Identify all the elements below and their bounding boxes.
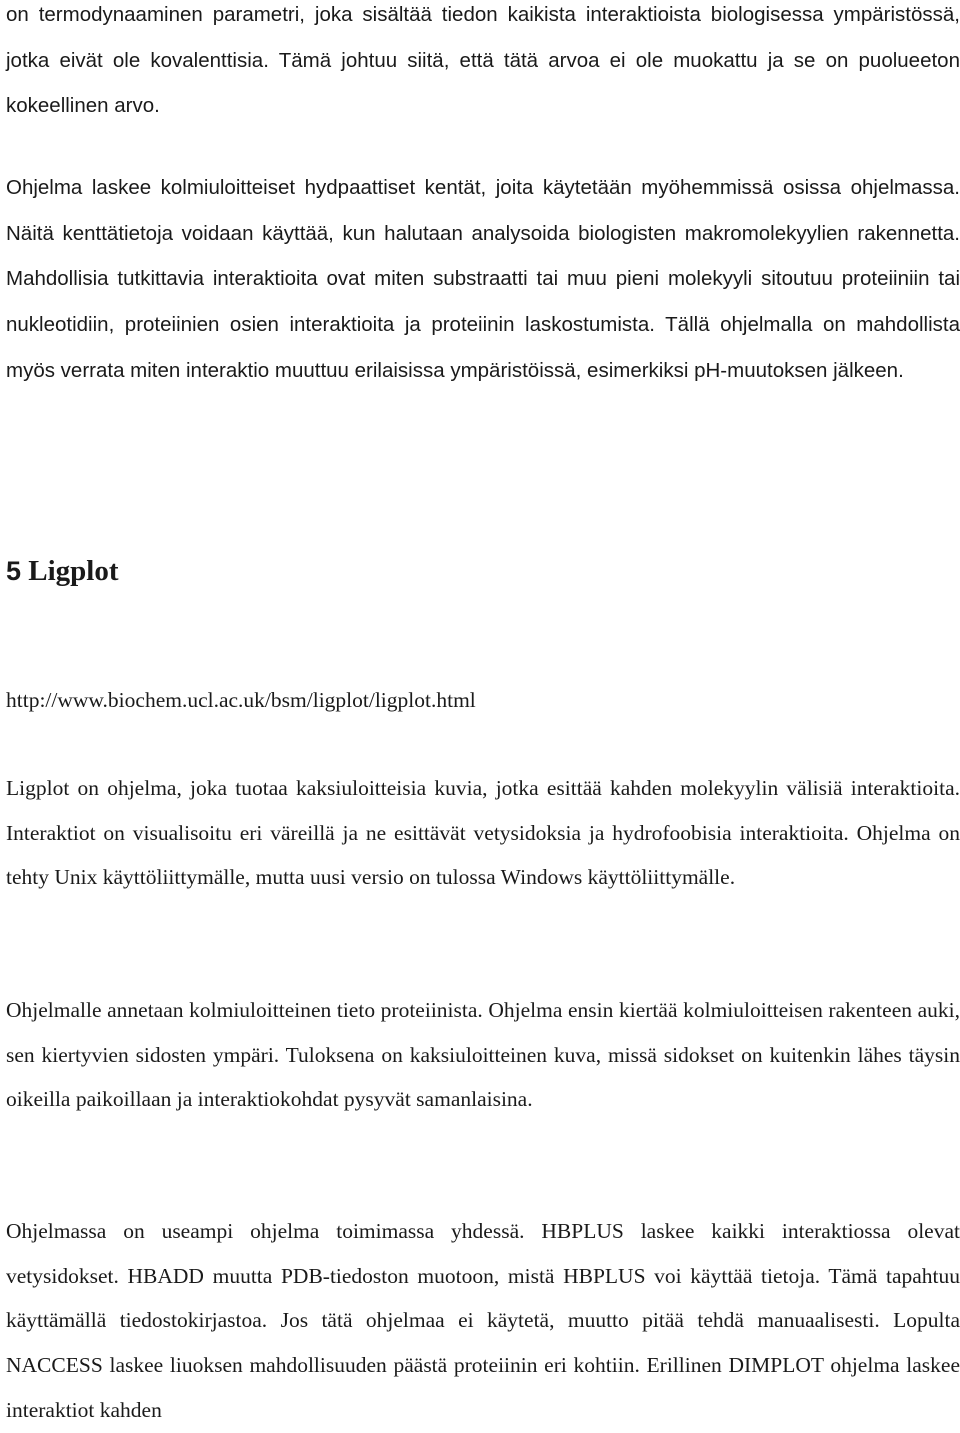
section-number: 5 [6, 556, 22, 586]
paragraph-sentence: Ohjelma laskee kolmiuloitteiset hydpaattiset kentät, joita käytetään myöhemmissä osissa ohjelmassa. [6, 176, 960, 199]
section-url: http://www.biochem.ucl.ac.uk/bsm/ligplot/ligplot.html [6, 688, 476, 712]
paragraph-ligplot-description: Ligplot on ohjelma, joka tuotaa kaksiuloitteisia kuvia, jotka esittää kahden molekyylin välisiä interaktioita. Interaktiot on visualisoitu eri väreillä ja ne esittävät vetysidoksia ja hydrofoobisia interaktioita. Ohjelma on tehty Unix käyttöliittymälle, mutta uusi versio on tulossa Windows käyttöliittymälle. [6, 776, 960, 890]
paragraph-sentence: Tällä ohjelmalla on mahdollista myös verrata miten interaktio muuttuu erilaisissa ympäristöissä, esimerkiksi pH-muutoksen jälkeen. [6, 313, 960, 382]
paragraph-sentence: Näitä kenttätietoja voidaan käyttää, kun halutaan analysoida biologisten makromolekyylien rakennetta. [6, 221, 960, 245]
paragraph-ligplot-input: Ohjelmalle annetaan kolmiuloitteinen tieto proteiinista. Ohjelma ensin kiertää kolmiuloitteisen rakenteen auki, sen kiertyvien sidosten ympäri. Tuloksena on kaksiuloitteinen kuva, missä sidokset on kuitenkin lähes täysin oikeilla paikoillaan ja interaktiokohdat pysyvät samanlaisina. [6, 998, 960, 1112]
paragraph-hydropathy-intro [6, 0, 960, 129]
paragraph-sentence: Tämä johtuu siitä, että tätä arvoa ei ole muokattu ja se on puolueeton kokeellinen arvo. [6, 48, 960, 118]
section-title: Ligplot [28, 555, 119, 587]
paragraph-sentence: Mahdollisia tutkittavia interaktioita ovat miten substraatti tai muu pieni molekyyli sitoutuu proteiiniin tai nukleotidiin, proteiinien osien interaktioita ja proteiinin laskostumista. [6, 267, 960, 337]
section-heading [6, 551, 119, 591]
paragraph-hydropathic-fields [6, 165, 960, 394]
paragraph-sentence: on termodynaaminen parametri, joka sisältää tiedon kaikista interaktioista biologisessa ympäristössä, jotka eivät ole kovalenttisia. [6, 3, 960, 72]
paragraph-ligplot-programs: Ohjelmassa on useampi ohjelma toimimassa yhdessä. HBPLUS laskee kaikki interaktiossa olevat vetysidokset. HBADD muutta PDB-tiedoston muotoon, mistä HBPLUS voi käyttää tietoja. Tämä tapahtuu käyttämällä tiedostokirjastoa. Jos tätä ohjelmaa ei käytetä, muutto pitää tehdä manuaalisesti. Lopulta NACCESS laskee liuoksen mahdollisuuden päästä proteiinin eri kohtiin. Erillinen DIMPLOT ohjelma laskee interaktiot kahden [6, 1219, 960, 1422]
